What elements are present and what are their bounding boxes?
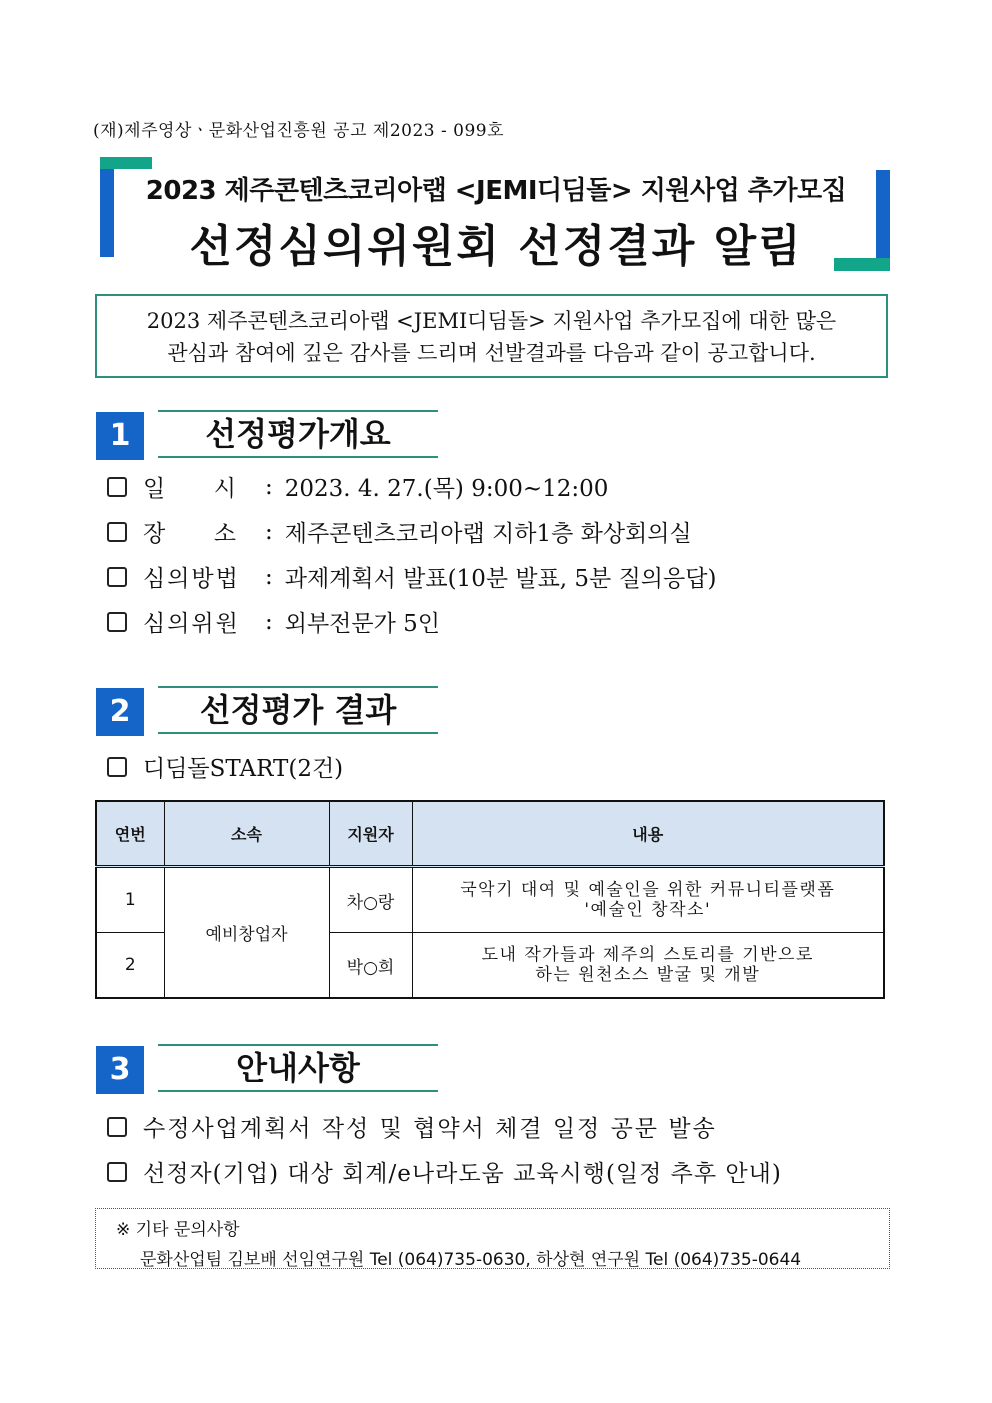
result-table	[95, 800, 885, 999]
list-item	[107, 470, 608, 503]
header-no: 연번	[96, 801, 164, 867]
list-item	[107, 1110, 717, 1143]
item-separator: :	[265, 473, 273, 500]
item-label: 심의위원	[143, 611, 240, 637]
table-header-row	[96, 801, 884, 867]
content-line: '예술인 창작소'	[584, 900, 712, 920]
intro-line: 2023 제주콘텐츠코리아랩 <JEMI디딤돌> 지원사업 추가모집에 대한 많은	[146, 309, 837, 333]
checkbox-icon	[107, 1162, 127, 1182]
item-separator: :	[265, 563, 273, 590]
checkbox-icon	[107, 1117, 127, 1137]
cell-content	[412, 933, 884, 999]
notice-number: (재)제주영상ㆍ문화산업진흥원 공고 제2023 - 099호	[93, 121, 505, 141]
header-applicant: 지원자	[329, 801, 412, 867]
section3-title: 안내사항	[158, 1044, 438, 1092]
item-value: 제주콘텐츠코리아랩 지하1층 화상회의실	[284, 521, 692, 547]
item-label: 심의방법	[143, 566, 240, 592]
cell-applicant: 차○랑	[329, 867, 412, 933]
item-label: 일 시	[143, 476, 238, 502]
content-line: 국악기 대여 및 예술인을 위한 커뮤니티플랫폼	[460, 880, 836, 900]
contact-heading: ※ 기타 문의사항	[116, 1220, 240, 1240]
header-affiliation: 소속	[164, 801, 329, 867]
checkbox-icon	[107, 567, 127, 587]
cell-applicant: 박○희	[329, 933, 412, 999]
list-item	[107, 750, 343, 783]
header-content: 내용	[412, 801, 884, 867]
item-value: 과제계획서 발표(10분 발표, 5분 질의응답)	[284, 566, 717, 592]
intro-line: 관심과 참여에 깊은 감사를 드리며 선발결과를 다음과 같이 공고합니다.	[167, 341, 816, 365]
list-item	[107, 515, 692, 548]
intro-box	[95, 294, 888, 378]
cell-no: 1	[96, 867, 164, 933]
content-line: 하는 원천소스 발굴 및 개발	[535, 965, 761, 985]
table-row	[96, 867, 884, 933]
item-value: 외부전문가 5인	[284, 611, 441, 637]
section1-title: 선정평가개요	[158, 410, 438, 458]
cell-no: 2	[96, 933, 164, 999]
section1-number: 1	[96, 412, 144, 460]
checkbox-icon	[107, 757, 127, 777]
list-item	[107, 1155, 782, 1188]
list-item	[107, 560, 716, 593]
title-subheading: 2023 제주콘텐츠코리아랩 <JEMI디딤돌> 지원사업 추가모집	[145, 176, 847, 206]
checkbox-icon	[107, 612, 127, 632]
item-value: 2023. 4. 27.(목) 9:00~12:00	[284, 476, 609, 502]
section2-title: 선정평가 결과	[158, 686, 438, 734]
item-value: 선정자(기업) 대상 회계/e나라도움 교육시행(일정 추후 안내)	[143, 1161, 782, 1187]
section3-number: 3	[96, 1046, 144, 1094]
contact-box	[95, 1208, 890, 1269]
cell-content	[412, 867, 884, 933]
contact-detail: 문화산업팀 김보배 선임연구원 Tel (064)735-0630, 하상현 연구원 Tel (064)735-0644	[140, 1250, 802, 1270]
title-accent-top-left	[100, 157, 152, 169]
content-line: 도내 작가들과 제주의 스토리를 기반으로	[481, 945, 814, 965]
cell-affiliation: 예비창업자	[164, 867, 329, 999]
item-label: 장 소	[143, 521, 238, 547]
checkbox-icon	[107, 477, 127, 497]
section2-number: 2	[96, 688, 144, 736]
item-separator: :	[265, 518, 273, 545]
item-value: 수정사업계획서 작성 및 협약서 체결 일정 공문 발송	[143, 1116, 717, 1142]
checkbox-icon	[107, 522, 127, 542]
item-separator: :	[265, 608, 273, 635]
item-value: 디딤돌START(2건)	[143, 756, 344, 782]
list-item	[107, 605, 440, 638]
page-title: 선정심의위원회 선정결과 알림	[189, 221, 803, 272]
